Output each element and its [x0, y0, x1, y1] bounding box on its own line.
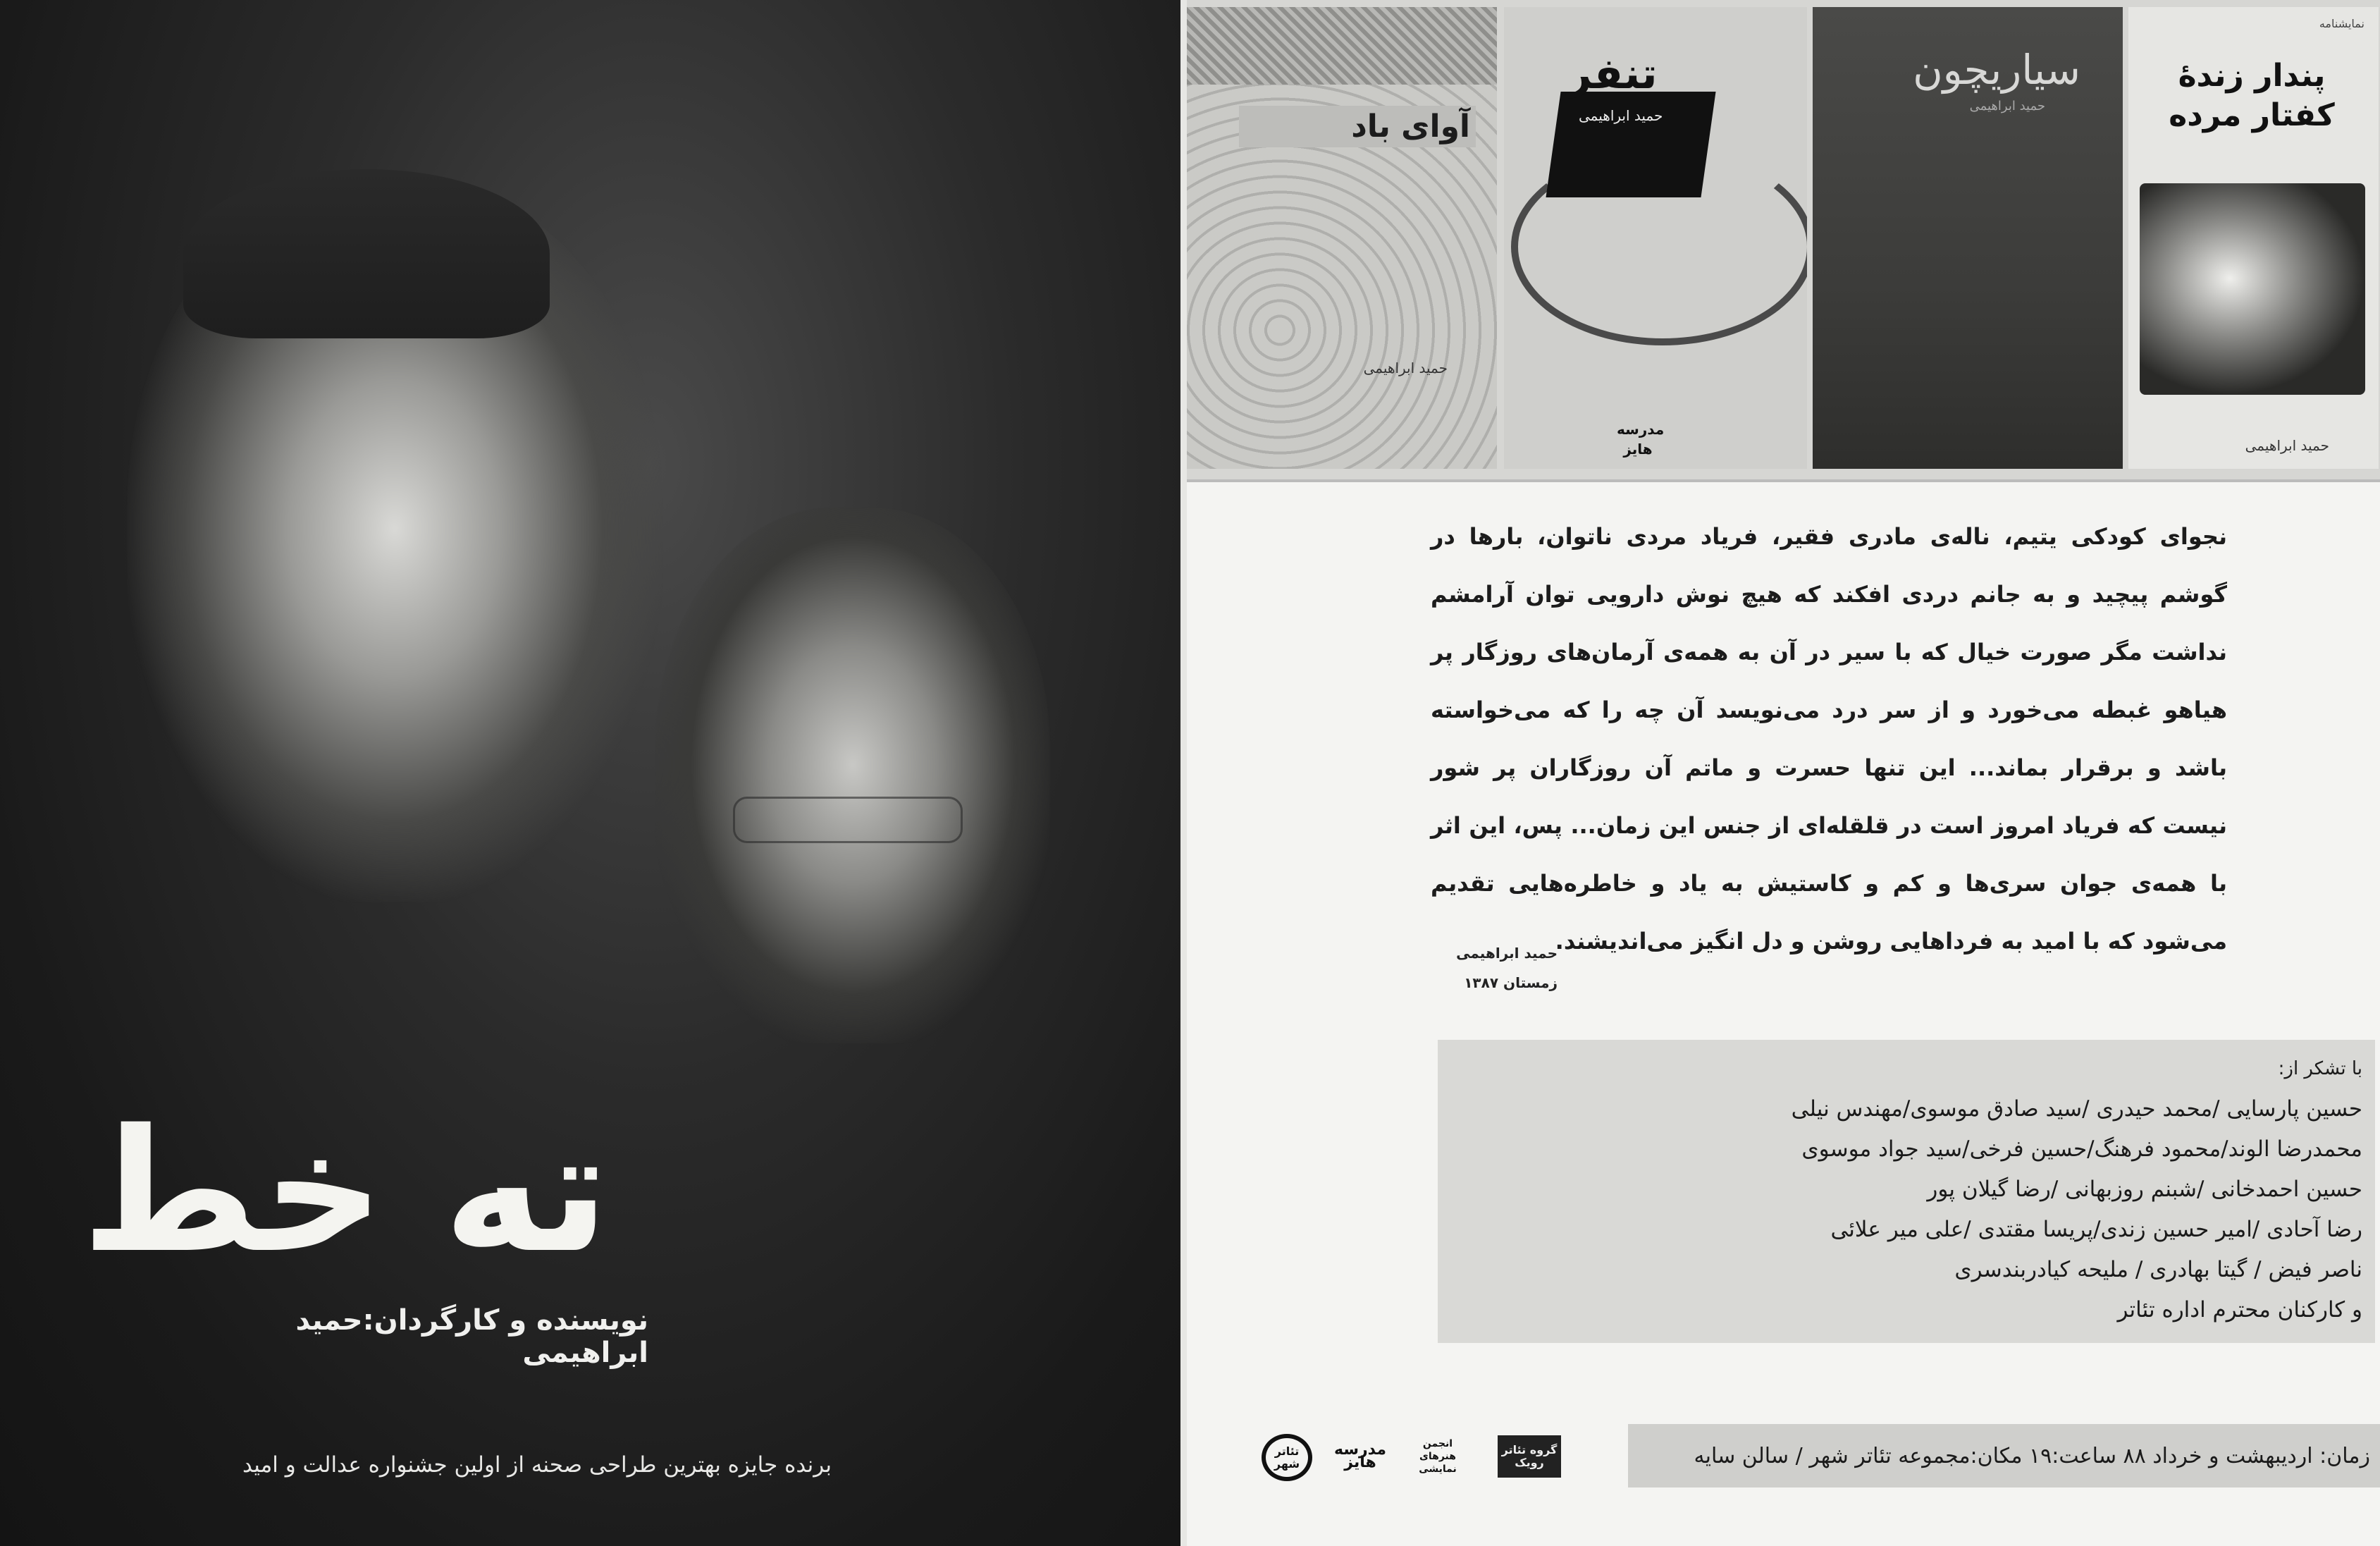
- intro-paragraph: نجوای کودکی یتیم، ناله‌ی مادری فقیر، فریاد مردی ناتوان، بارها در گوشم پیچید و به جانم دردی افکند که هیچ نوش دارویی توان آرامشم نداشت مگر صورت خیال که با سیر در آن به همه‌ی آرمان‌های روزگار پر هیاهو غبطه می‌خورد و از سر درد می‌نویسد آن چه را که می‌خواسته باشد و برقرار بماند... این تنها حسرت و ماتم آن روزگاران پر شور نیست که فریاد امروز است در قلقله‌ای از جنس این زمان... پس، این اثر با همه‌ی جوان سری‌ها و کم و کاستیش به یاد و خاطره‌هایی تقدیم می‌شود که با امید به فرداهایی روشن و دل انگیز می‌اندیشند.: [1431, 523, 2227, 955]
- poster-award: برنده جایزه بهترین طراحی صحنه از اولین جشنواره عدالت و امید: [242, 1452, 832, 1478]
- cover-band: [1187, 7, 1497, 85]
- book-cover-4: [2128, 7, 2379, 469]
- cover-author: حمید ابراهیمی: [2245, 437, 2329, 454]
- cover-title: سیاریچون: [1913, 46, 2080, 94]
- poster-title: ته خط: [81, 1093, 610, 1290]
- face-artwork: [2140, 183, 2365, 395]
- acknowledgements-line: ناصر فیض / گیتا بهادری / ملیحه کیادربندسری: [1954, 1257, 2362, 1282]
- acknowledgements-list: [1728, 1089, 2362, 1330]
- dramatic-arts-logo: انجمن هنرهای نمایشی: [1419, 1437, 1457, 1475]
- acknowledgements-heading: با تشکر از:: [2278, 1058, 2362, 1079]
- acknowledgements-line: حسین احمدخانی /شبنم روزبهانی /رضا گیلان پور: [1927, 1177, 2362, 1202]
- cover-author: حمید ابراهیمی: [1969, 99, 2045, 114]
- cover-author: حمید ابراهیمی: [1363, 360, 1448, 376]
- schedule-bar: [1628, 1424, 2380, 1487]
- acknowledgements-line: رضا آحادی /امیر حسین زندی/پریسا مقتدی /علی میر علائی: [1830, 1217, 2362, 1242]
- poster-credit: نویسنده و کارگردان:حمید ابراهیمی: [295, 1304, 648, 1369]
- publisher-logo: مدرسه هایز: [1334, 1440, 1386, 1471]
- signature-name: حمید ابراهیمی: [1456, 945, 1558, 962]
- book-cover-1: [1187, 7, 1497, 469]
- cover-title: پندار زندهٔ کفتار مرده: [2169, 58, 2335, 133]
- poster-panel: [0, 0, 1180, 1546]
- acknowledgements-line: حسین پارسایی /محمد حیدری /سید صادق موسوی/مهندس نیلی: [1791, 1096, 2362, 1122]
- theatre-shahr-logo: تئاتر شهر: [1262, 1434, 1312, 1481]
- cover-title: تنفر: [1567, 49, 1658, 99]
- cover-author: حمید ابراهیمی: [1574, 106, 1667, 125]
- signature-date: زمستان ۱۳۸۷: [1464, 974, 1558, 991]
- book-cover-3: [1813, 7, 2123, 469]
- glasses: [733, 797, 963, 843]
- publisher-logo: مدرسه هایز: [1617, 421, 1665, 458]
- acknowledgements-box: [1438, 1040, 2375, 1343]
- page-fold: [1180, 0, 1187, 1546]
- book-covers-strip: [1187, 0, 2380, 482]
- actor-photo: [655, 508, 1050, 1043]
- cover-subtitle: نمایشنامه: [2319, 17, 2364, 30]
- acknowledgements-line: محمدرضا الوند/محمود فرهنگ/حسین فرخی/سید جواد موسوی: [1801, 1136, 2362, 1162]
- theatre-group-logo: گروه تئاتر رویک: [1498, 1435, 1561, 1478]
- book-cover-2: [1504, 7, 1807, 469]
- acknowledgements-line: و کارکنان محترم اداره تئاتر: [2117, 1297, 2362, 1323]
- schedule-text: زمان: اردیبهشت و خرداد ۸۸ ساعت:۱۹ مکان:مجموعه تئاتر شهر / سالن سایه: [1694, 1444, 2370, 1468]
- cover-title: آوای باد: [1239, 106, 1476, 147]
- officer-cap: [183, 169, 550, 338]
